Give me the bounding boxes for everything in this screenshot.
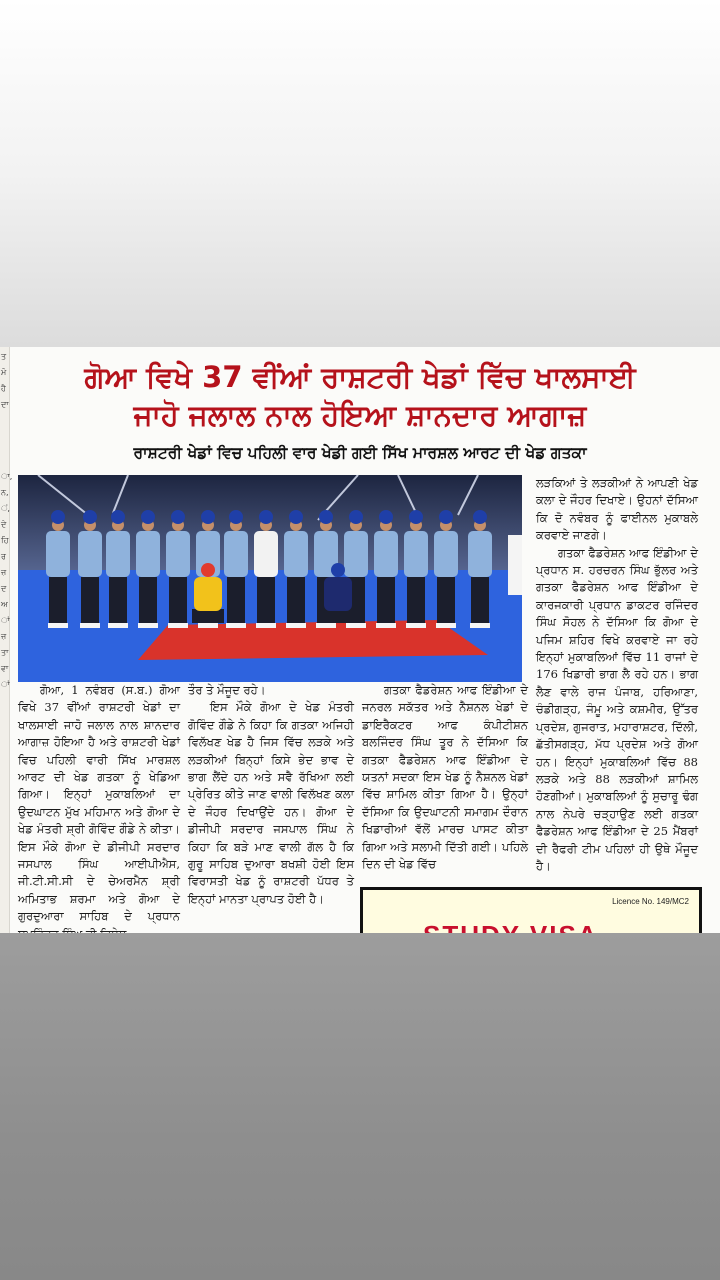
edge-fragment: ਜ਼ — [1, 632, 7, 641]
headline-line-1: ਗੋਆ ਵਿਖੇ 37 ਵੀਂਆਂ ਰਾਸ਼ਟਰੀ ਖੇਡਾਂ ਵਿੱਚ ਖਾਲਸਾਈ — [84, 360, 636, 394]
article-column-1 — [18, 682, 180, 943]
story-background-bottom — [0, 933, 720, 1280]
article-column-3 — [362, 682, 528, 873]
edge-fragment: ਾਂ — [1, 616, 10, 625]
newspaper-clipping — [0, 347, 720, 933]
article-paragraph: ਗੋਆ, 1 ਨਵੰਬਰ (ਸ.ਬ.) ਗੋਆ ਵਿਖੇ 37 ਵੀਂਆਂ ਰਾਸ਼ਟਰੀ ਖੇਡਾਂ ਦਾ ਖਾਲਸਾਈ ਜਾਹੋ ਜਲਾਲ ਨਾਲ ਸ਼ਾਨਦਾਰ ਆਗਾਜ਼ ਹੋਇਆ ਹੈ ਅਤੇ ਰਾਸ਼ਟਰੀ ਖੇਡਾਂ ਵਿਚ ਪਹਿਲੀ ਵਾਰੀ ਸਿੱਖ ਮਾਰਸ਼ਲ ਆਰਟ ਦੀ ਖੇਡ ਗਤਕਾ ਨੂੰ ਖੇਡਿਆ ਗਿਆ। ਇਨ੍ਹਾਂ ਮੁਕਾਬਲਿਆਂ ਦਾ ਉਦਘਾਟਨ ਮੁੱਖ ਮਹਿਮਾਨ ਅਤੇ ਗੋਆ ਦੇ ਖੇਡ ਮੰਤਰੀ ਸ਼੍ਰੀ ਗੋਵਿੰਦ ਗੌਡੇ ਨੇ ਕੀਤਾ। ਇਸ ਮੌਕੇ ਗੋਆ ਦੇ ਡੀਜੀਪੀ ਸਰਦਾਰ ਜਸਪਾਲ ਸਿੰਘ ਆਈਪੀਐਸ, ਜੀ.ਟੀ.ਸੀ.ਸੀ ਦੇ ਚੇਅਰਮੈਨ ਸ਼੍ਰੀ ਅਮਿਤਾਭ ਸ਼ਰਮਾ ਅਤੇ ਗੋਆ ਦੇ ਗੁਰਦੁਆਰਾ ਸਾਹਿਬ ਦੇ ਪ੍ਰਧਾਨ — [18, 683, 180, 924]
subheadline: ਰਾਸ਼ਟਰੀ ਖੇਡਾਂ ਵਿਚ ਪਹਿਲੀ ਵਾਰ ਖੇਡੀ ਗਈ ਸਿੱਖ ਮਾਰਸ਼ਲ ਆਰਟ ਦੀ ਖੇਡ ਗਤਕਾ — [133, 444, 587, 462]
edge-fragment: ਾਂ — [1, 680, 10, 689]
red-mat — [138, 620, 488, 660]
story-background-top — [0, 0, 720, 347]
edge-fragment: ਦਾ — [1, 400, 9, 409]
edge-fragment: ਤ — [1, 352, 7, 361]
edge-fragment: ਵਾ — [1, 664, 9, 673]
edge-fragment: ਅ — [1, 600, 8, 609]
article-paragraph: ਲੜਕਿਆਂ ਤੇ ਲੜਕੀਆਂ ਨੇ ਆਪਣੀ ਖੇਡ ਕਲਾ ਦੇ ਜੌਹਰ ਦਿਖਾਏ। ਉਹਨਾਂ ਦੱਸਿਆ ਕਿ ਦੋ ਨਵੰਬਰ ਨੂੰ ਫਾਈਨਲ ਮੁਕਾਬਲੇ ਕਰਵਾਏ ਜਾਣਗੇ। — [536, 476, 698, 543]
article-column-4 — [536, 475, 698, 875]
edge-fragment: ਜ਼ — [1, 568, 7, 577]
edge-fragment: ਦ — [1, 584, 7, 593]
banner — [508, 535, 522, 595]
edge-fragment: ਹਿ — [1, 536, 9, 545]
edge-fragment: ਮੋ — [1, 368, 7, 377]
article-paragraph: ਇਸ ਮੌਕੇ ਗੋਆ ਦੇ ਖੇਡ ਮੰਤਰੀ ਗੋਵਿੰਦ ਗੌਡੇ ਨੇ ਕਿਹਾ ਕਿ ਗਤਕਾ ਅਜਿਹੀ ਵਿਲੱਖਣ ਖੇਡ ਹੈ ਜਿਸ ਵਿੱਚ ਲੜਕੇ ਅਤੇ ਲੜਕੀਆਂ ਬਿਨ੍ਹਾਂ ਕਿਸੇ ਭੇਦ ਭਾਵ ਦੇ ਭਾਗ ਲੈਂਦੇ ਹਨ ਅਤੇ ਸਵੈ ਰੱਖਿਆ ਲਈ ਪ੍ਰੇਰਿਤ ਕੀਤੇ ਜਾਣ ਵਾਲੀ ਵਿਲੱਖਣ ਕਲਾ ਦੇ ਜੌਹਰ ਦਿਖਾਉਂਦੇ ਹਨ। ਗੋਆ ਦੇ ਡੀਜੀਪੀ ਸਰਦਾਰ ਜਸਪਾਲ ਸਿੰਘ ਨੇ ਕਿਹਾ ਕਿ ਬੜੇ ਮਾਣ ਵਾਲੀ ਗੱਲ ਹੈ ਕਿ ਗੁਰੂ ਸਾਹਿਬ ਦੁਆਰਾ ਬਖਸ਼ੀ ਹੋਈ ਇਸ ਵਿਰਾਸਤੀ ਖੇਡ ਨੂੰ ਰਾਸ਼ਟਰੀ ਪੱਧਰ ਤੇ ਇਨ੍ਹਾਂ ਮਾਨਤਾ ਪ੍ਰਾਪਤ ਹੋਈ ਹੈ। — [188, 700, 354, 906]
news-photo — [18, 475, 522, 682]
edge-fragment: ਤਾ — [1, 648, 9, 657]
edge-fragment: ਨ, — [1, 488, 9, 497]
clipped-neighbor-column — [0, 347, 13, 933]
edge-fragment: ਰ — [1, 552, 6, 561]
edge-fragment: ਦੇ — [1, 520, 7, 529]
edge-fragment: ਂ, — [1, 504, 10, 513]
article-column-2 — [188, 682, 354, 908]
group-photo-illustration — [18, 475, 522, 682]
article-paragraph: ਗਤਕਾ ਫੈਡਰੇਸ਼ਨ ਆਫ ਇੰਡੀਆ ਦੇ ਪ੍ਰਧਾਨ ਸ. ਹਰਚਰਨ ਸਿੰਘ ਭੁੱਲਰ ਅਤੇ ਗਤਕਾ ਫੈਡਰੇਸ਼ਨ ਆਫ ਇੰਡੀਆ ਦੇ ਕਾਰਜਕਾਰੀ ਪ੍ਰਧਾਨ ਡਾਕਟਰ ਰਜਿੰਦਰ ਸਿੰਘ ਸੋਹਲ ਨੇ ਦੱਸਿਆ ਕਿ ਗੋਆ ਦੇ ਪਜਿਮ ਸ਼ਹਿਰ ਵਿਖੇ ਕਰਵਾਏ ਜਾ ਰਹੇ ਇਨ੍ਹਾਂ ਮੁਕਾਬਲਿਆਂ ਵਿੱਚ 11 ਰਾਜਾਂ ਦੇ 176 ਖਿਡਾਰੀ ਭਾਗ ਲੈ ਰਹੇ ਹਨ। ਭਾਗ ਲੈਣ ਵਾਲੇ ਰਾਜ ਪੰਜਾਬ, ਹਰਿਆਣਾ, ਚੰਡੀਗੜ੍ਹ, ਜੰਮੂ ਅਤੇ ਕਸ਼ਮੀਰ, ਉੱਤਰ ਪ੍ਰਦੇਸ਼, ਗੁਜਰਾਤ, ਮਹਾਰਾਸ਼ਟਰ, ਦਿੱਲੀ, ਛੱਤੀਸਗੜ੍ਹ, ਮੱਧ ਪ੍ਰਦੇਸ਼ ਅਤੇ ਗੋਆ ਹਨ। ਇਨ੍ਹਾਂ ਮੁਕਾਬਲਿਆਂ ਵਿੱਚ 88 ਲੜਕੇ ਅਤੇ 88 ਲੜਕੀਆਂ ਸ਼ਾਮਿਲ ਹੋਣਗੀਆਂ। ਮੁਕਾਬਲਿਆਂ ਨੂੰ ਸੁਚਾਰੂ ਢੰਗ ਨਾਲ ਨੇਪਰੇ ਚੜ੍ਹਾਉਣ ਲਈ ਗਤਕਾ ਫੈਡਰੇਸ਼ਨ ਆਫ ਇੰਡੀਆ ਦੇ 25 ਮੈਂਬਰਾਂ ਦੀ ਰੈਫਰੀ ਟੀਮ ਪਹਿਲਾਂ ਹੀ ਉਥੇ ਮੌਜੂਦ ਹੈ। — [536, 545, 698, 873]
edge-fragment: ਹੈ — [1, 384, 6, 393]
article-paragraph: ਗਤਕਾ ਫੈਡਰੇਸ਼ਨ ਆਫ ਇੰਡੀਆ ਦੇ ਜਨਰਲ ਸਕੱਤਰ ਅਤੇ ਨੈਸ਼ਨਲ ਖੇਡਾਂ ਦੇ ਡਾਇਰੈਕਟਰ ਆਫ ਕੰਪੀਟੀਸ਼ਨ ਬਲਜਿੰਦਰ ਸਿੰਘ ਤੂਰ ਨੇ ਦੱਸਿਆ ਕਿ ਗਤਕਾ ਫੈਡਰੇਸ਼ਨ ਆਫ ਇੰਡੀਆ ਦੇ ਯਤਨਾਂ ਸਦਕਾ ਇਸ ਖੇਡ ਨੂੰ ਨੈਸ਼ਨਲ ਖੇਡਾਂ ਵਿੱਚ ਸ਼ਾਮਿਲ ਕੀਤਾ ਗਿਆ ਹੈ। ਉਨ੍ਹਾਂ ਦੱਸਿਆ ਕਿ ਉਦਘਾਟਨੀ ਸਮਾਗਮ ਦੌਰਾਨ ਖਿਡਾਰੀਆਂ ਵੱਲੋਂ ਮਾਰਚ ਪਾਸਟ ਕੀਤਾ ਗਿਆ ਅਤੇ ਸਲਾਮੀ ਦਿੱਤੀ ਗਈ। ਪਹਿਲੇ ਦਿਨ ਦੀ ਖੇਡ ਵਿੱਚ — [362, 683, 528, 872]
article-paragraph: ਤੌਰ ਤੇ ਮੌਜੂਦ ਰਹੇ। — [188, 683, 266, 697]
ad-licence-number: Licence No. 149/MC2 — [612, 897, 689, 906]
edge-fragment: ਾ, — [1, 472, 13, 481]
headline-line-2: ਜਾਹੋ ਜਲਾਲ ਨਾਲ ਹੋਇਆ ਸ਼ਾਨਦਾਰ ਆਗਾਜ਼ — [133, 398, 587, 432]
